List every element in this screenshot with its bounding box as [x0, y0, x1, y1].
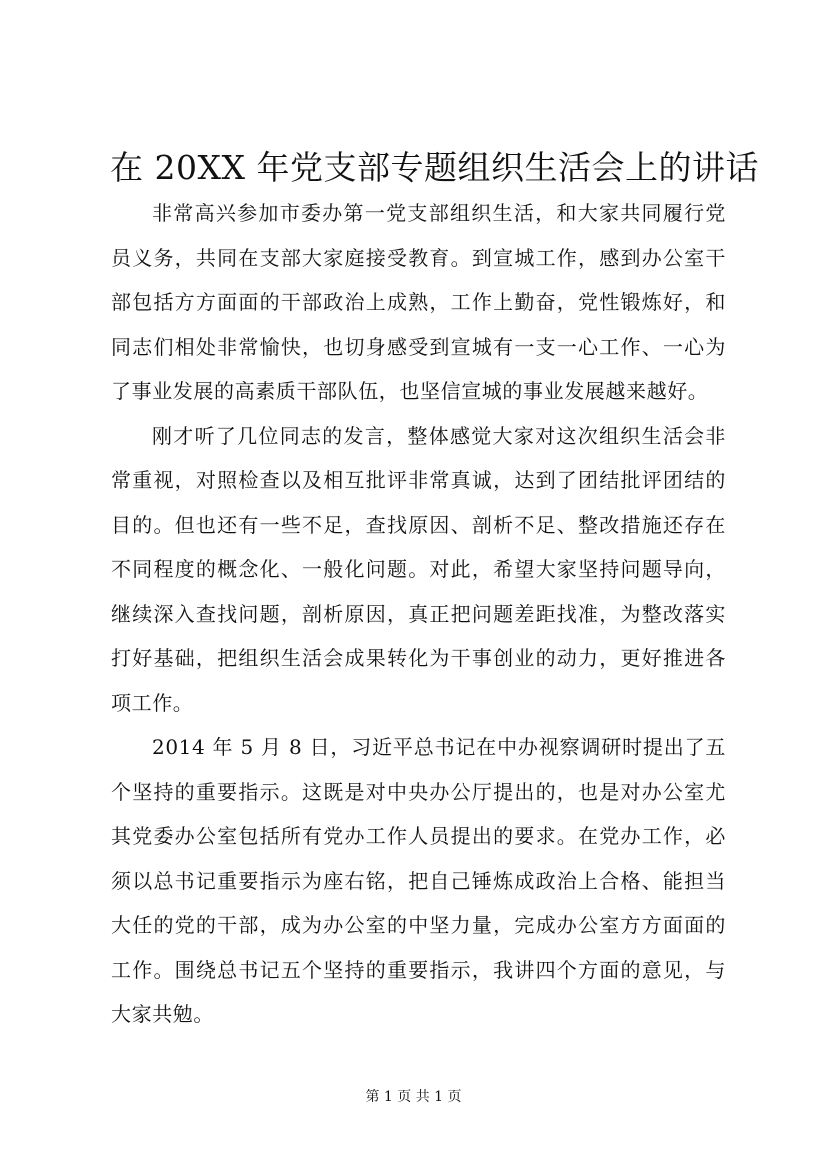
paragraph-1: 非常高兴参加市委办第一党支部组织生活，和大家共同履行党员义务，共同在支部大家庭接受教育。到宣城工作，感到办公室干部包括方方面面的干部政治上成熟，工作上勤奋，党性锻炼好，和同志们相处非常愉快，也切身感受到宣城有一支一心工作、一心为了事业发展的高素质干部队伍，也坚信宣城的事业发展越来越好。: [111, 201, 726, 403]
document-title: 在 20XX 年党支部专题组织生活会上的讲话: [110, 148, 759, 187]
document-body: [111, 191, 726, 1037]
page-footer: 第 1 页 共 1 页: [365, 1089, 462, 1105]
paragraph-2: 刚才听了几位同志的发言，整体感觉大家对这次组织生活会非常重视，对照检查以及相互批评非常真诚，达到了团结批评团结的目的。但也还有一些不足，查找原因、剖析不足、整改措施还存在不同程度的概念化、一般化问题。对此，希望大家坚持问题导向，继续深入查找问题，剖析原因，真正把问题差距找准，为整改落实打好基础，把组织生活会成果转化为干事创业的动力，更好推进各项工作。: [111, 423, 726, 715]
paragraph-3: 2014 年 5 月 8 日，习近平总书记在中办视察调研时提出了五个坚持的重要指示。这既是对中央办公厅提出的，也是对办公室尤其党委办公室包括所有党办工作人员提出的要求。在党办工作，必须以总书记重要指示为座右铭，把自己锤炼成政治上合格、能担当大任的党的干部，成为办公室的中坚力量，完成办公室方方面面的工作。围绕总书记五个坚持的重要指示，我讲四个方面的意见，与大家共勉。: [111, 735, 726, 1026]
